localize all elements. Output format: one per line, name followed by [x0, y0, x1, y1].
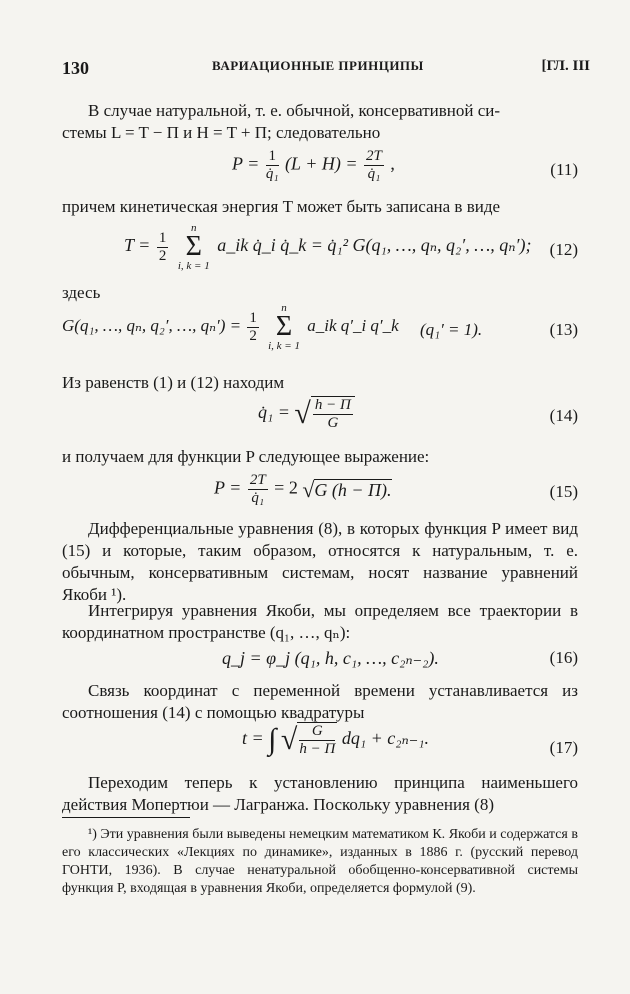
eq-mid: (L + H) =: [285, 153, 358, 174]
paragraph-line: Из равенств (1) и (12) находим: [62, 373, 285, 392]
integral-sign: ∫: [268, 723, 277, 756]
equation-17: t = ∫ √ $\frac{G}{h - \Pi}$ dq₁ + c₂ₙ₋₁.: [242, 723, 430, 757]
paragraph: Переходим теперь к установлению принципа наименьшего действия Мопертюи — Лагранжа. Поскольку уравнения (8): [62, 773, 578, 814]
equation-16: q_j = φ_j (q₁, h, c₁, …, c₂ₙ₋₂).: [222, 648, 439, 668]
paragraph: Интегрируя уравнения Якоби, мы определяем все траектории в координатном пространстве (q₁, …, qₙ):: [62, 601, 578, 642]
equation-13: G(q₁, …, qₙ, q₂′, …, qₙ′) = $\frac{1}{2}$ n Σ i, k = 1 a_ik q′_i q′_k: [62, 302, 399, 352]
equation-number: (13): [549, 320, 578, 339]
paragraph-line: и получаем для функции P следующее выражение:: [62, 447, 430, 466]
fraction: $\frac{1}{2}$: [249, 309, 257, 344]
summation: n Σ i, k = 1: [268, 302, 300, 352]
running-title: ВАРИАЦИОННЫЕ ПРИНЦИПЫ: [212, 58, 424, 73]
square-root: √ $\frac{G}{h - \Pi}$: [280, 723, 336, 757]
equation-14: q̇₁ = √ $\frac{h - \Pi}{G}$: [258, 396, 355, 432]
equation-12: T = $\frac{1}{2}$ n Σ i, k = 1 a_ik q̇_i q̇_k = q̇₁² G(q₁, …, qₙ, q₂′, …, qₙ′);: [124, 222, 532, 272]
chapter-marker: [ГЛ. III: [541, 58, 590, 74]
paragraph-line: стемы L = T − Π и H = T + Π; следовательно: [62, 123, 381, 142]
equation-condition: (q₁′ = 1).: [420, 320, 483, 339]
equation-number: (12): [549, 240, 578, 259]
fraction: $\frac{1}{\text{q̇₁}}$: [265, 148, 279, 182]
footnote: ¹) Эти уравнения были выведены немецким математиком К. Якоби и содержатся в его классических «Лекциях по динамике», изданных в 1886 г. (русский перевод ГОНТИ, 1936). В случае ненатуральной обобщенно-консервативной системы функция P, входящая в уравнения Якоби, определяется формулой (9).: [62, 827, 578, 896]
equation-11: P = $\frac{1}{\text{q̇₁}}$ (L + H) = $\frac{2T}{\text{q̇₁}}$ ,: [232, 148, 395, 182]
equation-number: (17): [549, 738, 578, 757]
fraction: $\frac{2T}{\text{q̇₁}}$: [249, 472, 266, 506]
paragraph-line: В случае натуральной, т. е. обычной, консервативной си-: [88, 101, 501, 120]
paragraph: Связь координат с переменной времени устанавливается из соотношения (14) с помощью квадратуры: [62, 681, 578, 722]
equation-number: (14): [549, 406, 578, 425]
fraction: $\frac{2T}{\text{q̇₁}}$: [366, 148, 382, 182]
fraction: $\frac{1}{2}$: [158, 229, 167, 264]
page-number: 130: [62, 58, 89, 78]
eq-lhs: P =: [232, 153, 260, 174]
equation-number: (11): [550, 160, 578, 179]
square-root: √ $\frac{h - \Pi}{G}$: [294, 396, 354, 432]
footnote-rule: [62, 817, 190, 818]
summation: n Σ i, k = 1: [177, 222, 210, 272]
paragraph-line: причем кинетическая энергия T может быть записана в виде: [62, 197, 501, 216]
square-root: √G (h − Π).: [302, 476, 392, 502]
paragraph-line: здесь: [62, 283, 101, 302]
paragraph: Дифференциальные уравнения (8), в которых функция P имеет вид (15) и которые, таким образом, относятся к натуральным, т. е. обычным, консервативным системам, носят название уравнений Якоби ¹).: [62, 519, 578, 604]
equation-number: (15): [549, 482, 578, 501]
equation-15: P = $\frac{2T}{\text{q̇₁}}$ = 2 √G (h − Π).: [214, 472, 392, 506]
equation-number: (16): [549, 648, 578, 667]
